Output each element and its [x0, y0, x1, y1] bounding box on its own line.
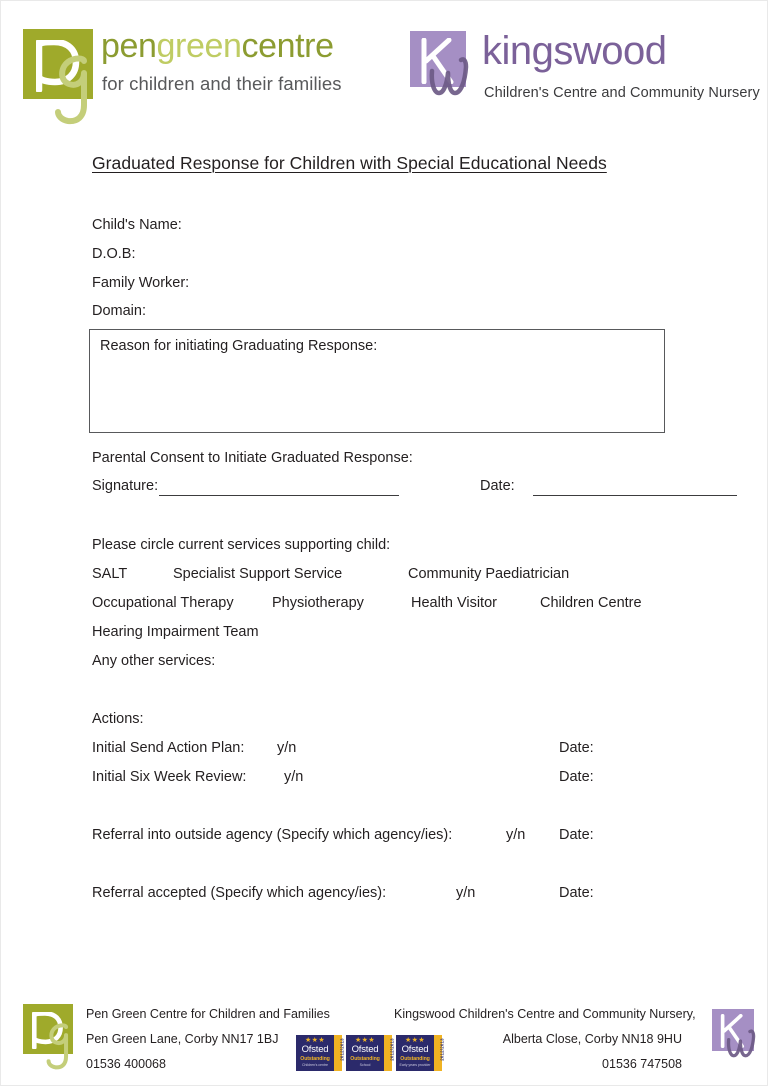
action-date-label: Date: — [559, 827, 594, 843]
action-date-label: Date: — [559, 769, 594, 785]
action-date-label: Date: — [559, 885, 594, 901]
field-label-dob: D.O.B: — [92, 246, 136, 262]
signature-date-input-line[interactable] — [533, 495, 737, 496]
field-label-domain: Domain: — [92, 303, 146, 319]
ofsted-stars-icon: ★★★ — [404, 1037, 426, 1044]
signature-row — [92, 478, 692, 500]
action-label: Initial Send Action Plan: — [92, 740, 245, 756]
kingswood-tagline: Children's Centre and Community Nursery — [484, 85, 760, 101]
footer-pen-green-line-2: Pen Green Lane, Corby NN17 1BJ — [86, 1032, 279, 1046]
signature-input-line[interactable] — [159, 495, 399, 496]
action-label: Referral into outside agency (Specify which agency/ies): — [92, 827, 453, 843]
ofsted-badge-body — [346, 1035, 384, 1071]
other-services-label: Any other services: — [92, 653, 216, 669]
action-label: Initial Six Week Review: — [92, 769, 247, 785]
signature-date-label: Date: — [480, 478, 515, 494]
field-label-childs-name: Child's Name: — [92, 217, 182, 233]
document-header — [1, 1, 768, 129]
footer-kingswood-kw-monogram-icon — [712, 1009, 758, 1065]
signature-label: Signature: — [92, 478, 159, 494]
footer-kingswood-phone: 01536 747508 — [602, 1057, 682, 1071]
ofsted-year-tab — [334, 1035, 345, 1071]
service-option-community-paediatrician[interactable]: Community Paediatrician — [408, 566, 570, 582]
ofsted-category: Children's centre — [301, 1063, 328, 1067]
services-heading: Please circle current services supporting child: — [92, 537, 391, 553]
actions-heading: Actions: — [92, 711, 144, 727]
ofsted-year-text: 2012/2013 — [339, 1038, 345, 1061]
service-option-specialist-support-service[interactable]: Specialist Support Service — [173, 566, 343, 582]
page-title: Graduated Response for Children with Special Educational Needs — [92, 153, 607, 173]
ofsted-year-text: 2012/2013 — [439, 1038, 445, 1061]
kingswood-wordmark: kingswood — [482, 29, 667, 73]
footer-pen-green-pg-monogram-icon — [23, 1004, 77, 1070]
field-label-family-worker: Family Worker: — [92, 275, 190, 291]
ofsted-badge-childrens-centre — [296, 1035, 345, 1071]
pengreen-word-pen: pen — [101, 27, 157, 65]
ofsted-stars-icon: ★★★ — [304, 1037, 326, 1044]
pen-green-tagline: for children and their families — [102, 73, 342, 94]
ofsted-stars-icon: ★★★ — [354, 1037, 376, 1044]
ofsted-category: Early years provider — [399, 1063, 431, 1067]
reason-box-label: Reason for initiating Graduating Response: — [100, 338, 378, 354]
action-yn-toggle[interactable]: y/n — [277, 740, 297, 756]
service-option-occupational-therapy[interactable]: Occupational Therapy — [92, 595, 234, 611]
footer-pen-green-line-1: Pen Green Centre for Children and Families — [86, 1007, 330, 1021]
ofsted-wordmark: Ofsted — [351, 1044, 379, 1055]
service-option-hearing-impairment-team[interactable]: Hearing Impairment Team — [92, 624, 259, 640]
service-option-physiotherapy[interactable]: Physiotherapy — [272, 595, 364, 611]
ofsted-rating: Outstanding — [400, 1056, 430, 1062]
footer-pen-green-letter-g-shape — [44, 1023, 76, 1070]
ofsted-year-tab — [434, 1035, 445, 1071]
service-option-children-centre[interactable]: Children Centre — [540, 595, 642, 611]
ofsted-rating: Outstanding — [300, 1056, 330, 1062]
action-label: Referral accepted (Specify which agency/ies): — [92, 885, 387, 901]
ofsted-year-tab — [384, 1035, 395, 1071]
service-option-health-visitor[interactable]: Health Visitor — [411, 595, 497, 611]
pen-green-pg-monogram-icon — [23, 29, 97, 125]
action-date-label: Date: — [559, 740, 594, 756]
ofsted-wordmark: Ofsted — [401, 1044, 429, 1055]
footer-kingswood-line-2: Alberta Close, Corby NN18 9HU — [502, 1032, 682, 1046]
service-option-salt[interactable]: SALT — [92, 566, 128, 582]
pen-green-letter-g-shape — [53, 55, 97, 125]
action-yn-toggle[interactable]: y/n — [506, 827, 526, 843]
ofsted-wordmark: Ofsted — [301, 1044, 329, 1055]
reason-textarea-box[interactable] — [89, 329, 665, 433]
action-yn-toggle[interactable]: y/n — [456, 885, 476, 901]
kingswood-kw-monogram-icon — [410, 31, 472, 109]
ofsted-category: School — [359, 1063, 371, 1067]
kingswood-script-w-shape — [427, 53, 472, 101]
pen-green-wordmark — [101, 29, 334, 63]
pengreen-word-centre: centre — [241, 27, 334, 65]
pengreen-word-green: green — [156, 27, 242, 65]
footer-kingswood-line-1: Kingswood Children's Centre and Community Nursery, — [394, 1007, 696, 1021]
ofsted-rating: Outstanding — [350, 1056, 380, 1062]
footer-kingswood-script-w-shape — [725, 1026, 758, 1062]
ofsted-year-text: 2012/2013 — [389, 1038, 395, 1061]
ofsted-badge-school — [346, 1035, 395, 1071]
ofsted-badge-body — [396, 1035, 434, 1071]
footer-pen-green-phone: 01536 400068 — [86, 1057, 166, 1071]
ofsted-badge-body — [296, 1035, 334, 1071]
parental-consent-heading: Parental Consent to Initiate Graduated Response: — [92, 450, 413, 466]
ofsted-badge-early-years — [396, 1035, 445, 1071]
action-yn-toggle[interactable]: y/n — [284, 769, 304, 785]
